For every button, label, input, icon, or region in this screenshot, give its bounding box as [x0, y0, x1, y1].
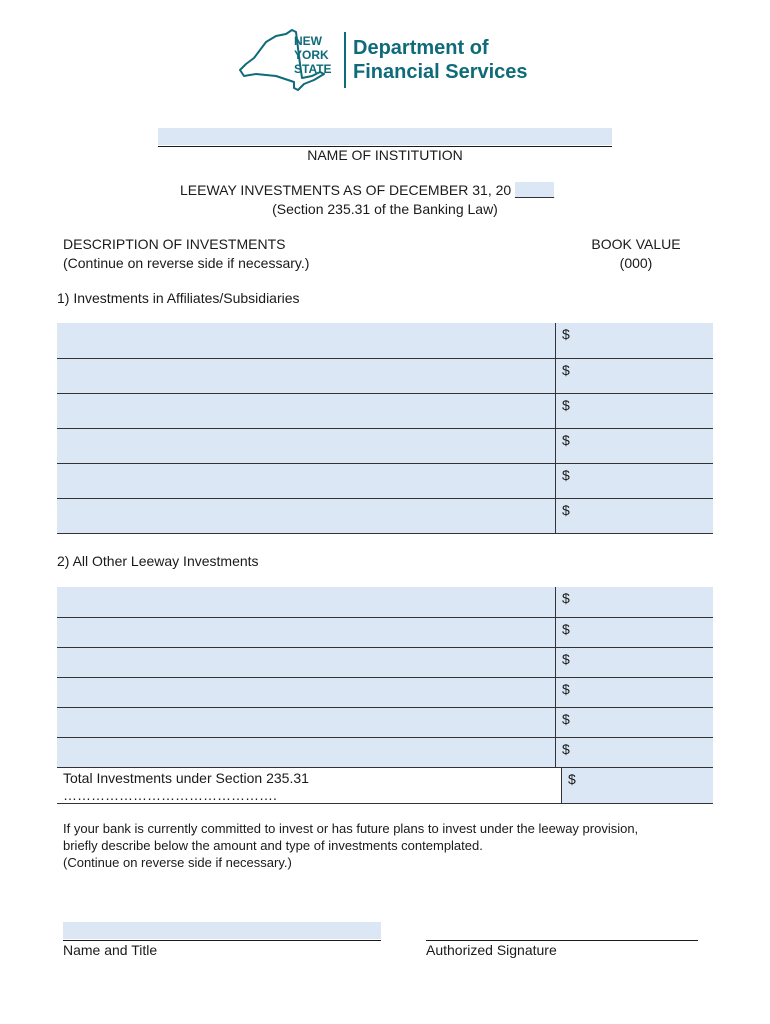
book-value-input[interactable]: $ [555, 394, 713, 428]
book-value-input[interactable]: $ [555, 464, 713, 498]
description-input[interactable] [57, 394, 555, 428]
description-input[interactable] [57, 648, 555, 677]
table-row [57, 707, 713, 737]
book-value-input[interactable]: $ [555, 429, 713, 463]
section2-title: 2) All Other Leeway Investments [57, 553, 259, 569]
instructions-line-1: If your bank is currently committed to invest or has future plans to invest under the leeway provision, [63, 821, 639, 836]
description-input[interactable] [57, 587, 555, 617]
instructions [63, 820, 711, 871]
description-input[interactable] [57, 678, 555, 707]
year-input[interactable]: _____ [515, 182, 554, 198]
description-input[interactable] [57, 618, 555, 647]
logo-dept-line-2: Financial Services [353, 61, 528, 83]
logo-state-line-2: YORK [294, 48, 329, 62]
book-value-unit: (000) [619, 255, 653, 271]
table-row [57, 498, 713, 533]
description-input[interactable] [57, 323, 555, 358]
description-input[interactable] [57, 464, 555, 498]
book-value-input[interactable]: $ [555, 499, 713, 533]
description-header: DESCRIPTION OF INVESTMENTS [63, 236, 286, 252]
table-row [57, 393, 713, 428]
book-value-input[interactable]: $ [555, 587, 713, 617]
table-row [57, 677, 713, 707]
signature-line[interactable] [426, 940, 698, 941]
name-title-rule [63, 940, 381, 941]
table-row [57, 647, 713, 677]
book-value-input[interactable]: $ [555, 738, 713, 767]
section-reference: (Section 235.31 of the Banking Law) [272, 201, 498, 217]
table-row [57, 358, 713, 393]
logo-state-line-3: STATE [294, 62, 332, 76]
book-value-input[interactable]: $ [555, 323, 713, 358]
name-title-input[interactable] [63, 922, 381, 939]
logo-dept-line-1: Department of [353, 37, 489, 59]
description-input[interactable] [57, 359, 555, 393]
total-value-input[interactable]: $ [561, 768, 713, 803]
nys-dfs-logo [236, 28, 536, 92]
table-row [57, 737, 713, 767]
section1-table [57, 323, 713, 534]
instructions-line-2: briefly describe below the amount and type of investments contemplated. [63, 838, 483, 853]
book-value-header: BOOK VALUE [591, 236, 681, 252]
institution-name-input[interactable] [158, 128, 612, 145]
book-value-input[interactable]: $ [555, 708, 713, 737]
leeway-heading-text: LEEWAY INVESTMENTS AS OF DECEMBER 31, 20 [180, 182, 512, 198]
description-subheader: (Continue on reverse side if necessary.) [63, 255, 310, 271]
description-input[interactable] [57, 499, 555, 533]
book-value-input[interactable]: $ [555, 359, 713, 393]
book-value-input[interactable]: $ [555, 618, 713, 647]
total-dots: ………………………………………. [63, 787, 277, 803]
logo-state-line-1: NEW [294, 34, 322, 48]
table-row [57, 323, 713, 358]
table-row [57, 463, 713, 498]
total-label-cell [57, 768, 561, 803]
name-title-label: Name and Title [63, 942, 158, 958]
leeway-heading [180, 182, 554, 199]
total-row [57, 767, 713, 803]
new-york-state-map-icon [236, 28, 536, 92]
description-input[interactable] [57, 429, 555, 463]
total-label: Total Investments under Section 235.31 [63, 770, 309, 786]
instructions-line-3: (Continue on reverse side if necessary.) [63, 855, 292, 870]
table-row [57, 428, 713, 463]
institution-label: NAME OF INSTITUTION [307, 147, 463, 163]
book-value-input[interactable]: $ [555, 678, 713, 707]
description-input[interactable] [57, 708, 555, 737]
signature-label: Authorized Signature [426, 942, 557, 958]
table-row [57, 587, 713, 617]
table-row [57, 617, 713, 647]
section1-title: 1) Investments in Affiliates/Subsidiaries [57, 290, 300, 306]
description-input[interactable] [57, 738, 555, 767]
book-value-input[interactable]: $ [555, 648, 713, 677]
section2-table [57, 587, 713, 804]
